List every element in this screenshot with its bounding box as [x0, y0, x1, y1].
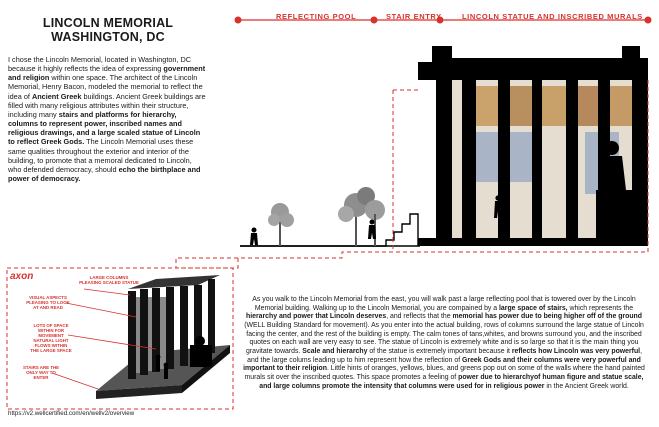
desc-bold: memorial has power due to being higher off of the ground: [452, 313, 642, 321]
desc-bold: hierarchy and power that Lincoln deserves: [246, 313, 387, 321]
intro-bold: stairs and platforms for hierarchy, columns to represent power, inscribed names and religious drawings, and a large scaled statue of Lincoln to reflect Greek Gods.: [8, 109, 201, 147]
title-line-2: WASHINGTON, DC: [51, 30, 165, 44]
intro-text: buildings. Ancient Greek buildings are filled with many religious attributes within their structure, including many: [8, 91, 206, 119]
inscription-panel: [474, 132, 500, 182]
building-roof: [418, 46, 648, 68]
column: [566, 80, 578, 238]
desc-bold: large space of stairs,: [499, 304, 568, 312]
column: [462, 80, 476, 238]
desc-text: , and reflects that the: [386, 313, 453, 321]
source-link[interactable]: https://v2.wellcertified.com/en/wellv2/overview: [8, 410, 135, 417]
desc-text: which represents the: [567, 304, 634, 312]
person-walker-1: [250, 228, 258, 246]
entablature: [418, 68, 648, 80]
intro-text: within one space. The architect of the Lincoln Memorial, Henry Bacon, modeled the memorial to reflect the idea of: [8, 73, 203, 101]
intro-text: The Lincoln Memorial uses these same qualities throughout the exterior and interior of the building, to promote that a memoral dedicated to Lincoln, who defended democracy, should: [8, 137, 194, 174]
intro-bold: Ancient Greek: [31, 91, 82, 101]
column: [532, 80, 542, 238]
inscription-panel: [506, 132, 534, 182]
desc-text: in the Ancient Greek world.: [544, 382, 629, 390]
axon-roof: [128, 275, 220, 289]
timeline-dot: [371, 17, 378, 24]
desc-text: As you walk to the Lincoln Memorial from the east, you will walk past a large reflecting pool that is towered over by the Lincoln Memorial building. Walking up to the Lincoln Memorial, you are compained by a: [252, 296, 636, 312]
intro-bold: government and religion: [8, 64, 206, 83]
axon-note-stairs: STAIRS ARE THE ONLY WAY TO ENTER: [22, 365, 60, 380]
title-line-1: LINCOLN MEMORIAL: [42, 16, 174, 30]
desc-bold: power due to hierarchyof human figure and statue scale, and large columns promote the intensity that columns were used for in religious power: [259, 373, 644, 390]
tree-group-left: [268, 203, 294, 246]
desc-bold: reflects how Lincoln was very powerful: [511, 347, 641, 355]
axon-diagram: [6, 267, 234, 410]
desc-text: , and the large colums leading up to him represent how the reflection of: [247, 347, 643, 364]
description-paragraph: [240, 296, 648, 391]
desc-bold: Greek Gods and their columns were very powerful and important to their religion: [243, 356, 641, 373]
tree-group-right: [338, 187, 385, 246]
roof-block: [432, 46, 452, 62]
desc-text: (WELL Building Standard for movement). As you enter into the actual building, rows of columns surround the large statue of Lincoln facing the center, and the rest of the building is empty. The calm tones of tans,whites, and browns surround you, and the inscribed quotes on each wall are very easy to see. The statue of Lincoln is extremely white and is so large so that it is the main thing you gravitate towards.: [244, 321, 644, 355]
timeline-label-stair-entry: STAIR ENTRY: [386, 12, 442, 21]
timeline-dot: [645, 17, 652, 24]
axon-note-columns: LARGE COLUMNS PLEASING SCALED STATUE: [79, 275, 139, 285]
column: [436, 80, 452, 238]
intro-bold: echo the birthplace and power of democracy.: [8, 164, 201, 184]
mural: [540, 86, 568, 126]
platform: [418, 238, 648, 246]
timeline-label-statue-murals: LINCOLN STATUE AND INSCRIBED MURALS: [462, 12, 643, 21]
desc-bold: Scale and hierarchy: [302, 347, 368, 355]
timeline-dot: [235, 17, 242, 24]
intro-text: I chose the Lincoln Memorial, located in Washington, DC because it highly reflects the idea of expressing: [8, 55, 192, 74]
mural: [606, 86, 634, 126]
desc-text: . Little hints of oranges, yellows, blues, and greens pop out on some of the walls where the hand painted murals sit over the inscribed quotes. This space promotes a feeling of: [244, 365, 645, 381]
desc-text: of the statue is extremely important because it: [367, 347, 512, 355]
timeline-label-reflecting-pool: REFLECTING POOL: [276, 12, 357, 21]
axon-label: axon: [10, 271, 34, 282]
stairs: [240, 214, 418, 246]
axon-note-space: LOTS OF SPACE WITHIN FOR MOVEMENT NATURAL LIGHT FLOWS WITHIN THE LARGE SPACE: [30, 323, 72, 353]
axon-note-visual: VISUAL ASPECTS PLEASING TO LOOK AT AND READ: [26, 295, 70, 310]
